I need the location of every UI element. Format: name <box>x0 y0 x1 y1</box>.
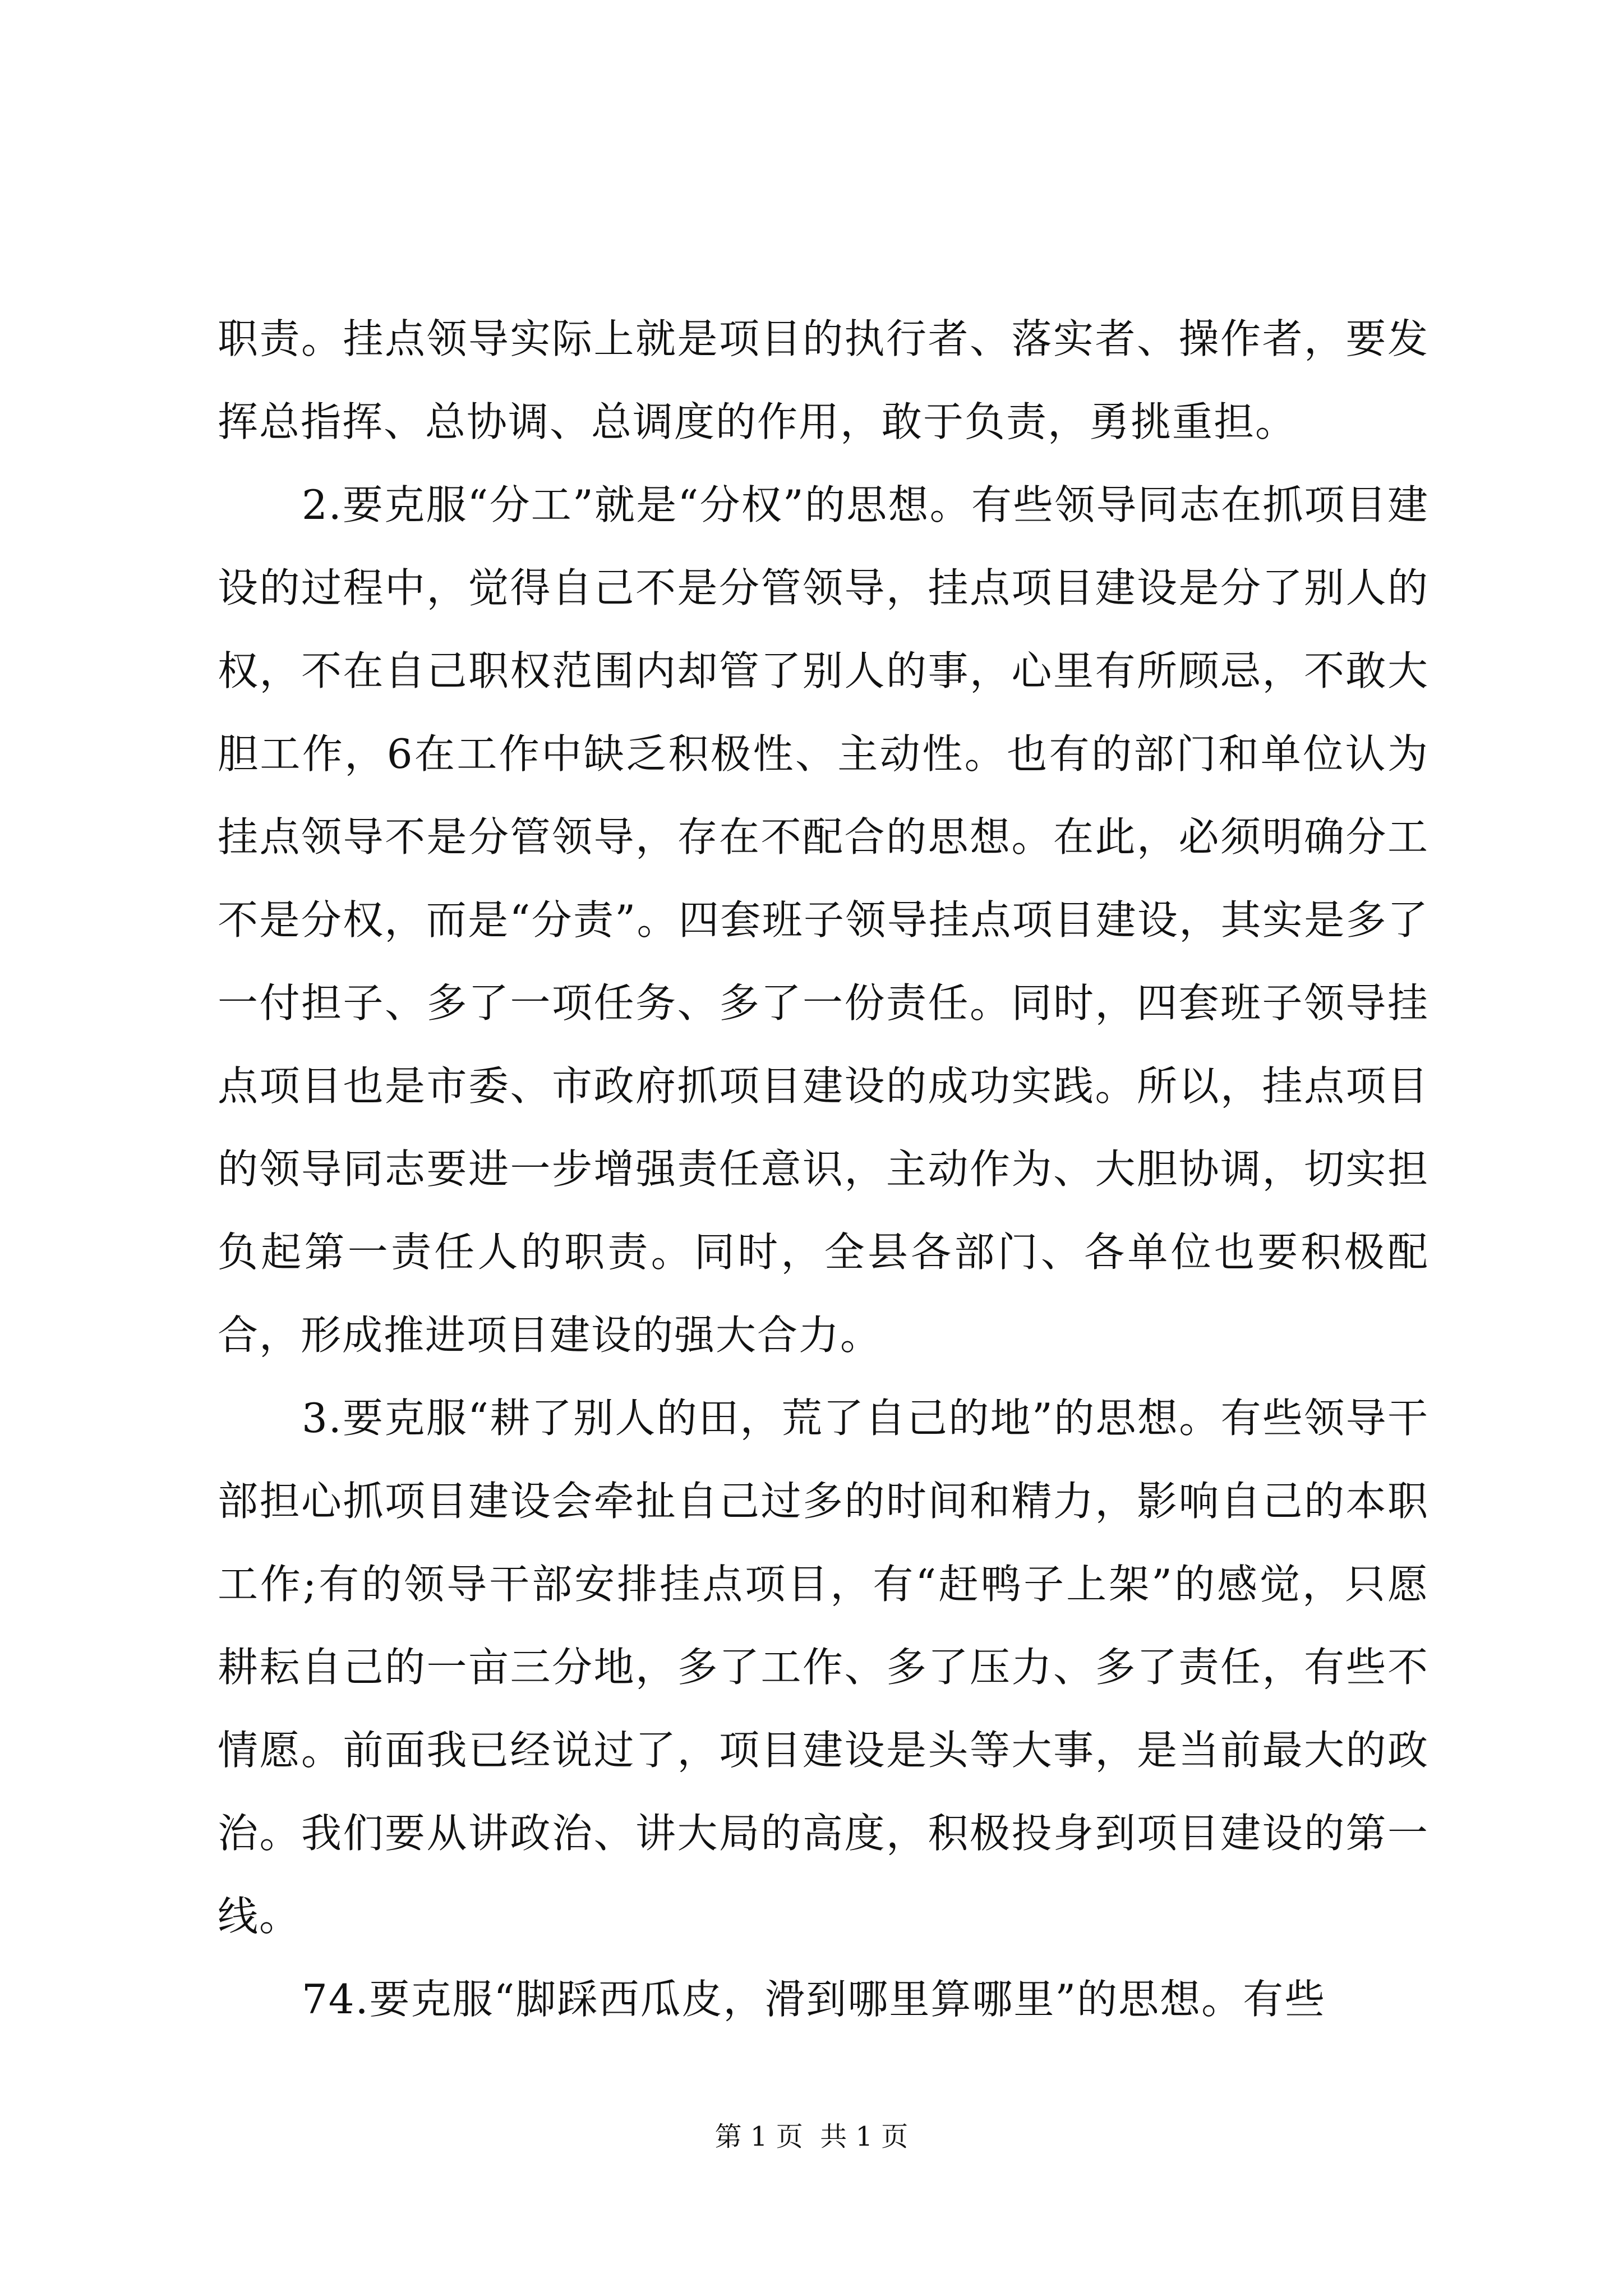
page-footer: 第 1 页 共 1 页 <box>714 2121 909 2152</box>
document-body <box>218 297 1429 2041</box>
paragraph-2: 2.要克服“分工”就是“分权”的思想。有些领导同志在抓项目建设的过程中，觉得自己不是分管领导，挂点项目建设是分了别人的权，不在自己职权范围内却管了别人的事，心里有所顾忌，不敢大胆工作，6在工作中缺乏积极性、主动性。也有的部门和单位认为挂点领导不是分管领导，存在不配合的思想。在此，必须明确分工不是分权，而是“分责”。四套班子领导挂点项目建设，其实是多了一付担子、多了一项任务、多了一份责任。同时，四套班子领导挂点项目也是市委、市政府抓项目建设的成功实践。所以，挂点项目的领导同志要进一步增强责任意识，主动作为、大胆协调，切实担负起第一责任人的职责。同时，全县各部门、各单位也要积极配合，形成推进项目建设的强大合力。 <box>218 481 1429 1359</box>
paragraph-3: 3.要克服“耕了别人的田，荒了自己的地”的思想。有些领导干部担心抓项目建设会牵扯自己过多的时间和精力，影响自己的本职工作;有的领导干部安排挂点项目，有“赶鸭子上架”的感觉，只愿耕耘自己的一亩三分地，多了工作、多了压力、多了责任，有些不情愿。前面我已经说过了，项目建设是头等大事，是当前最大的政治。我们要从讲政治、讲大局的高度，积极投身到项目建设的第一线。 <box>218 1395 1429 1940</box>
paragraph-4: 74.要克服“脚踩西瓜皮，滑到哪里算哪里”的思想。有些 <box>302 1976 1326 2023</box>
paragraph-1: 职责。挂点领导实际上就是项目的执行者、落实者、操作者，要发挥总指挥、总协调、总调度的作用，敢于负责，勇挑重担。 <box>218 315 1429 445</box>
